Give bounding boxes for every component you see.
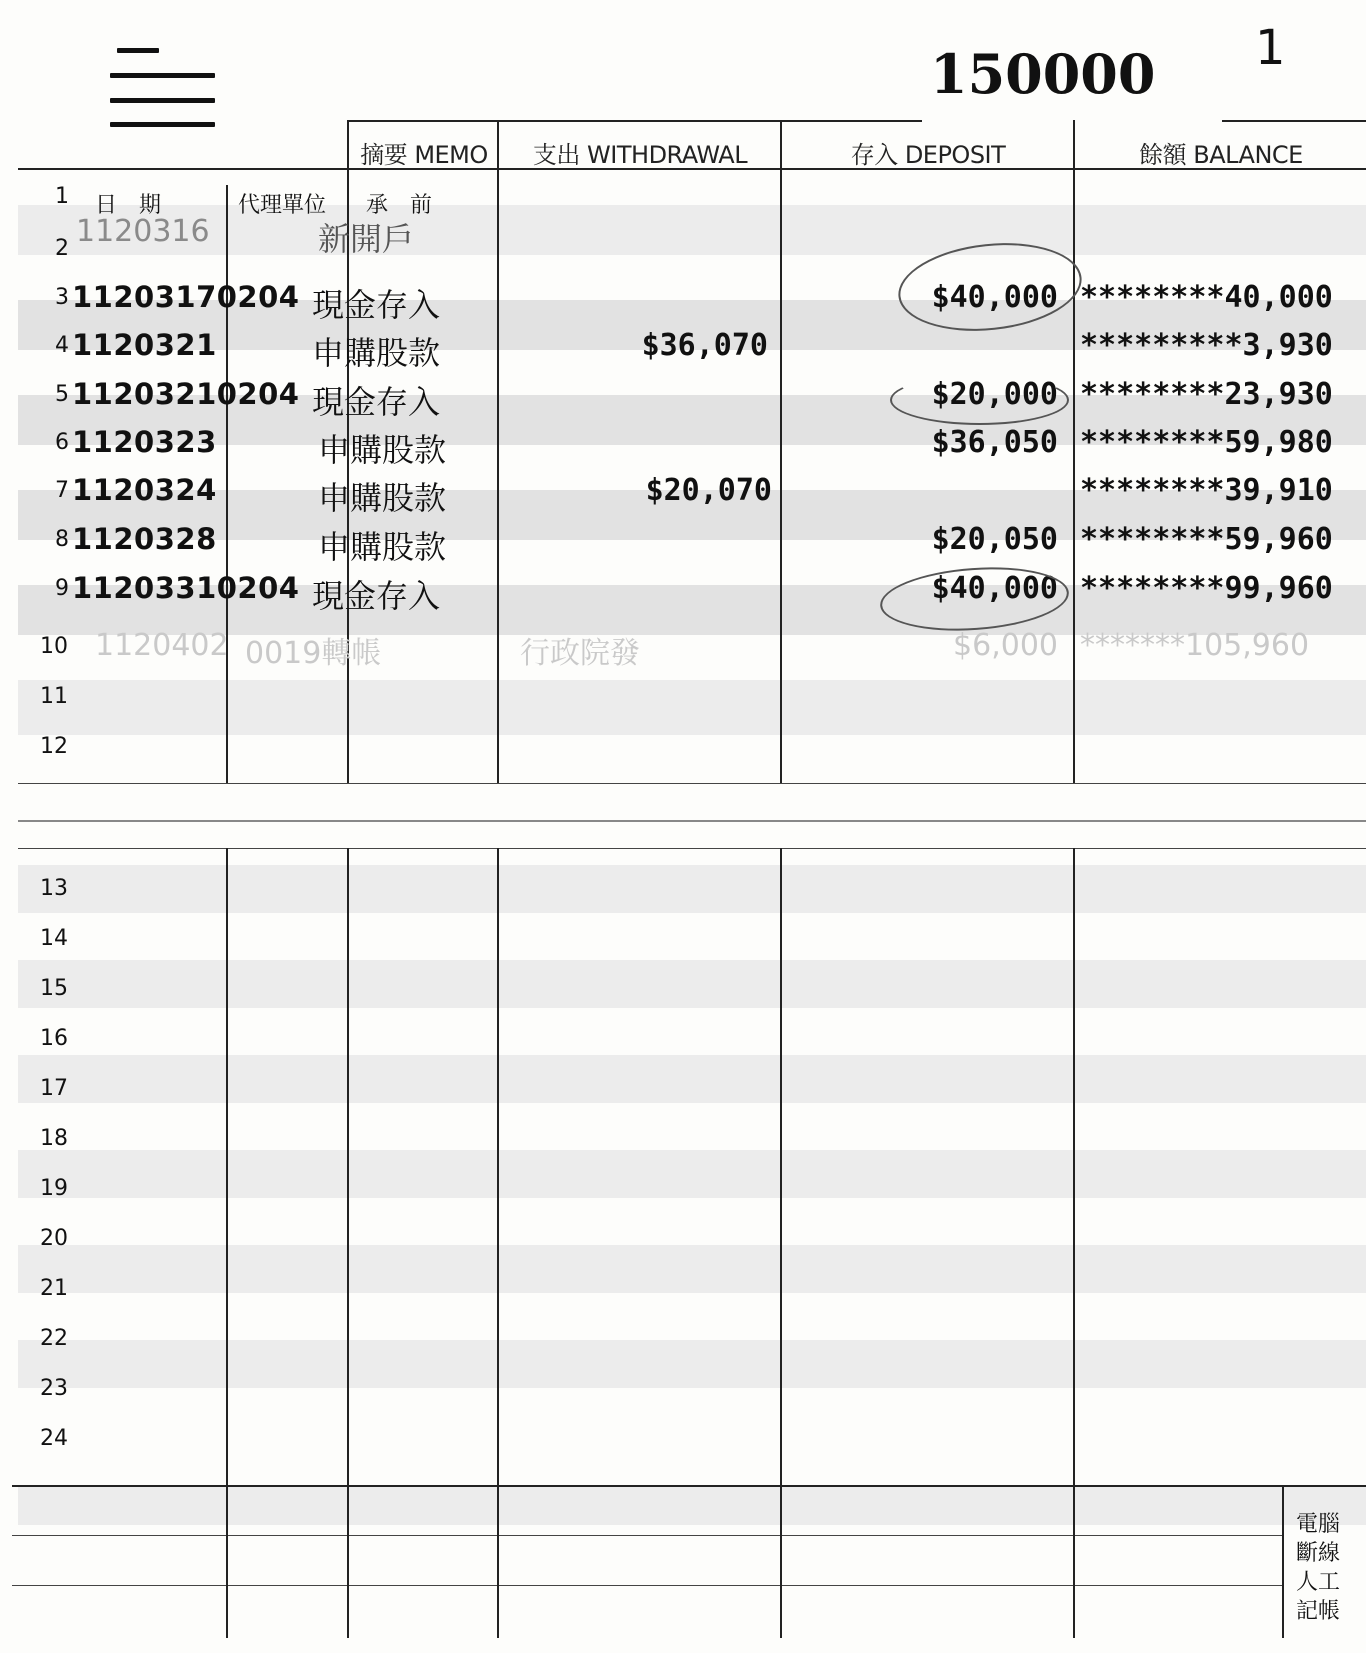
row-number: 7 <box>55 478 69 503</box>
row-withdrawal: $20,070 <box>645 473 772 508</box>
row-date: 1120323 <box>72 425 217 459</box>
row-date: 1120324 <box>72 473 217 507</box>
row-number: 22 <box>40 1326 68 1351</box>
row-number: 23 <box>40 1376 68 1401</box>
subheader-carry: 承 前 <box>366 193 433 218</box>
row-withdrawal: $36,070 <box>641 328 768 363</box>
header-withdrawal: 支出 WITHDRAWAL <box>532 141 748 169</box>
row-memo: 現金存入 <box>312 383 441 421</box>
row-deposit: $40,000 <box>931 280 1058 315</box>
account-label: 150000 <box>930 42 1156 106</box>
row-number: 12 <box>40 734 68 759</box>
row-number: 8 <box>55 527 69 552</box>
row-deposit: $36,050 <box>931 425 1058 460</box>
row-deposit: $20,000 <box>931 377 1058 412</box>
row-deposit: $40,000 <box>931 571 1058 606</box>
row-balance: *********3,930 <box>1080 328 1333 363</box>
row-number: 20 <box>40 1226 68 1251</box>
manual-entry-note: 電腦 斷線 人工 記帳 <box>1296 1512 1341 1624</box>
row-memo: 新開戶 <box>318 220 415 258</box>
row-deposit: $6,000 <box>953 628 1058 663</box>
header-memo: 摘要 MEMO <box>360 141 488 169</box>
row-number: 15 <box>40 976 68 1001</box>
row-date: 1120328 <box>72 522 217 556</box>
row-memo: 行政院發 <box>520 636 640 671</box>
pen-circle-mark <box>890 375 1069 425</box>
row-memo: 申購股款 <box>312 334 441 372</box>
row-number: 17 <box>40 1076 68 1101</box>
row-date: 1120321 <box>72 328 217 362</box>
row-date: 1120402 <box>95 628 229 663</box>
row-number: 2 <box>55 236 69 261</box>
row-balance: ********39,910 <box>1080 473 1333 508</box>
row-balance: ********59,980 <box>1080 425 1333 460</box>
header-deposit: 存入 DEPOSIT <box>850 141 1006 169</box>
row-memo: 現金存入 <box>312 286 441 324</box>
row-number: 14 <box>40 926 68 951</box>
row-memo: 申購股款 <box>318 431 447 469</box>
row-date: 11203170204 <box>72 280 300 314</box>
row-balance: ********40,000 <box>1080 280 1333 315</box>
page-number: 1 <box>1255 20 1286 76</box>
row-deposit: $20,050 <box>931 522 1058 557</box>
row-number: 19 <box>40 1176 68 1201</box>
row-balance: ********59,960 <box>1080 522 1333 557</box>
row-number: 3 <box>55 285 69 310</box>
row-number: 1 <box>55 184 69 209</box>
row-memo: 申購股款 <box>318 479 447 517</box>
row-memo: 申購股款 <box>318 528 447 566</box>
subheader-agent: 代理單位 <box>238 193 327 218</box>
row-number: 24 <box>40 1426 68 1451</box>
row-number: 6 <box>55 430 69 455</box>
row-date: 11203310204 <box>72 571 300 605</box>
subheader-date: 日 期 <box>95 193 162 218</box>
row-number: 10 <box>40 634 68 659</box>
row-number: 5 <box>55 382 69 407</box>
row-number: 11 <box>40 684 68 709</box>
row-number: 13 <box>40 876 68 901</box>
row-date: 11203210204 <box>72 377 300 411</box>
row-balance: ********99,960 <box>1080 571 1333 606</box>
row-number: 9 <box>55 576 69 601</box>
row-balance: *******105,960 <box>1080 628 1310 663</box>
row-number: 21 <box>40 1276 68 1301</box>
row-memo: 現金存入 <box>312 577 441 615</box>
row-balance: ********23,930 <box>1080 377 1333 412</box>
row-agent: 0019轉帳 <box>245 636 382 671</box>
row-number: 16 <box>40 1026 68 1051</box>
row-date: 1120316 <box>76 214 210 249</box>
header-balance: 餘額 BALANCE <box>1139 141 1303 169</box>
row-number: 4 <box>55 333 69 358</box>
row-number: 18 <box>40 1126 68 1151</box>
